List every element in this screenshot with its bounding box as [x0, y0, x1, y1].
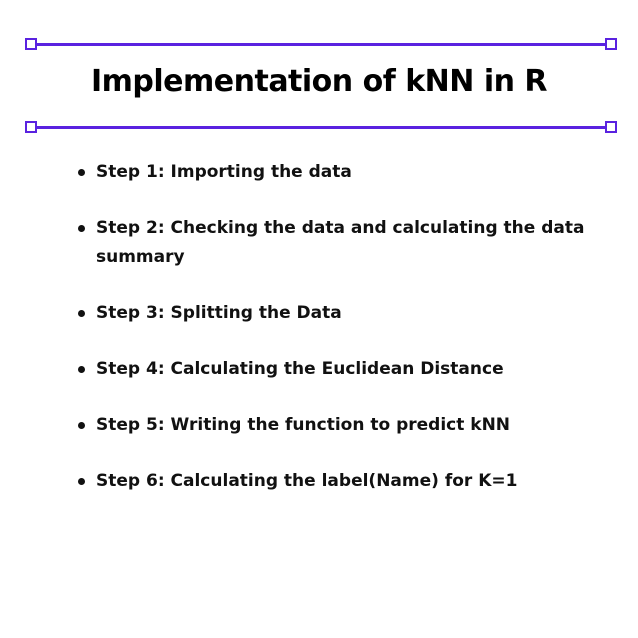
top-divider-line — [31, 43, 611, 46]
divider-handle-left-icon — [25, 38, 37, 50]
divider-handle-right-icon — [605, 38, 617, 50]
step-text: Step 4: Calculating the Euclidean Distance — [96, 359, 504, 379]
list-item — [76, 355, 586, 384]
step-text: Step 5: Writing the function to predict kNN — [96, 415, 511, 435]
bullet-icon — [78, 310, 85, 317]
list-item — [76, 467, 586, 496]
bottom-divider-line — [31, 126, 611, 129]
step-text: Step 1: Importing the data — [96, 162, 352, 182]
step-text: Step 2: Checking the data and calculating the data summary — [96, 218, 585, 267]
list-item — [76, 299, 586, 328]
bullet-icon — [78, 478, 85, 485]
bullet-icon — [78, 366, 85, 373]
list-item — [76, 411, 586, 440]
page-title: Implementation of kNN in R — [90, 64, 547, 99]
step-text: Step 3: Splitting the Data — [96, 303, 342, 323]
bullet-icon — [78, 169, 85, 176]
steps-list — [76, 158, 586, 523]
bullet-icon — [78, 225, 85, 232]
bullet-icon — [78, 422, 85, 429]
list-item — [76, 214, 586, 272]
divider-handle-right-icon — [605, 121, 617, 133]
step-text: Step 6: Calculating the label(Name) for K=1 — [96, 471, 518, 491]
divider-handle-left-icon — [25, 121, 37, 133]
list-item — [76, 158, 586, 187]
